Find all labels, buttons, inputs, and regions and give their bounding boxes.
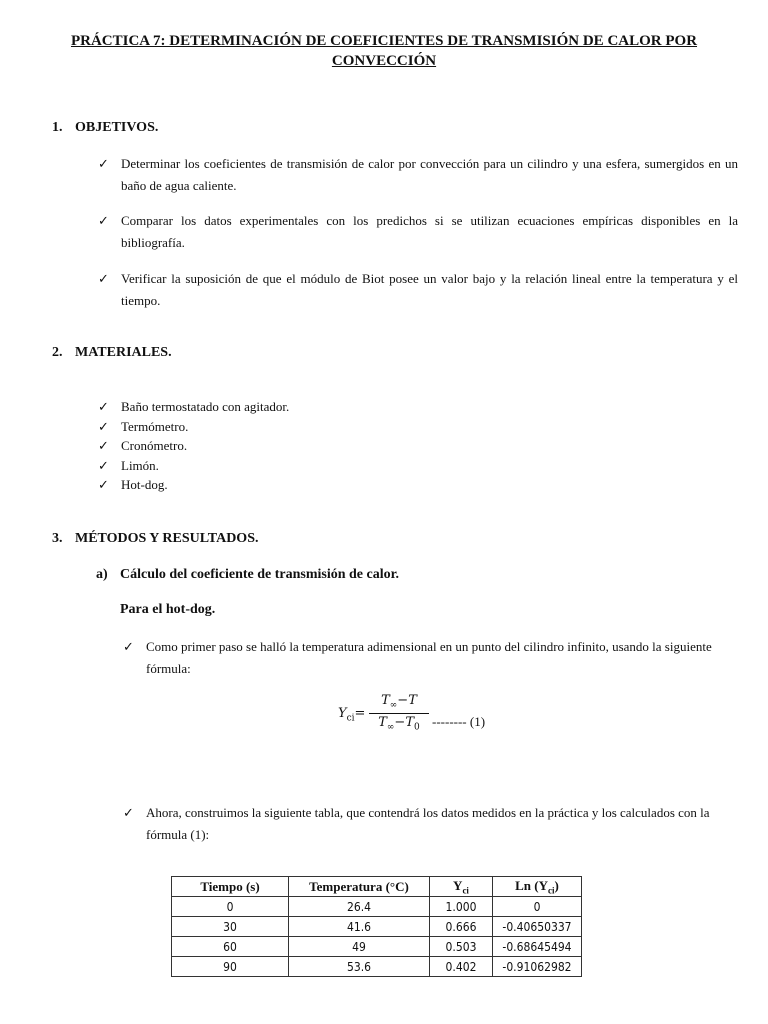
- check-icon: ✓: [98, 213, 109, 228]
- cell-ln-yci: 0: [493, 897, 582, 917]
- cell-yci: 0.402: [430, 957, 493, 977]
- check-icon: ✓: [123, 639, 134, 654]
- check-icon: ✓: [98, 477, 109, 492]
- formula-numerator: $T_\infty-T$: [369, 693, 429, 714]
- formula-fraction: [369, 693, 429, 732]
- title-line-2: CONVECCIÓN: [331, 53, 437, 69]
- hotdog-heading: Para el hot-dog.: [120, 602, 216, 617]
- subsection-heading: [96, 567, 399, 583]
- subsection-title: Cálculo del coeficiente de transmisión de calor.: [120, 567, 400, 582]
- section-title: MATERIALES.: [75, 345, 172, 360]
- check-icon: ✓: [98, 399, 109, 414]
- step-text: Ahora, construimos la siguiente tabla, que contendrá los datos medidos en la práctica y los calculados con la fórmula (1):: [146, 805, 710, 842]
- equation-number: -------- (1): [432, 714, 486, 729]
- list-item: [98, 475, 289, 495]
- section-objetivos-heading: [52, 120, 158, 136]
- cell-yci: 0.666: [430, 917, 493, 937]
- list-item: [98, 417, 289, 437]
- table-row: [172, 937, 582, 957]
- cell-ln-yci: -0.40650337: [493, 917, 582, 937]
- objective-text: Comparar los datos experimentales con los predichos si se utilizan ecuaciones empíricas disponibles en la bibliografía.: [121, 213, 738, 250]
- method-step-2: [123, 802, 743, 846]
- list-item: [98, 436, 289, 456]
- header-tiempo: Tiempo (s): [172, 877, 289, 897]
- objective-text: Verificar la suposición de que el módulo de Biot posee un valor bajo y la relación lineal entre la temperatura y el tiempo.: [121, 271, 738, 308]
- cell-yci: 0.503: [430, 937, 493, 957]
- cell-tiempo: 30: [172, 917, 289, 937]
- method-step-1: [123, 636, 743, 680]
- section-number: 1.: [52, 120, 63, 135]
- formula-denominator: $T_\infty-T_0$: [378, 714, 420, 733]
- list-item: [98, 456, 289, 476]
- materials-list: [98, 397, 289, 495]
- objective-text: Determinar los coeficientes de transmisión de calor por convección para un cilindro y una esfera, sumergidos en un baño de agua caliente.: [121, 156, 738, 193]
- table-row: [172, 957, 582, 977]
- section-title: OBJETIVOS.: [75, 120, 159, 135]
- check-icon: ✓: [123, 805, 134, 820]
- formula-lhs: $Y_{ci}=$: [338, 706, 366, 724]
- objective-item-3: [98, 268, 738, 312]
- title-line-1: PRÁCTICA 7: DETERMINACIÓN DE COEFICIENTES DE TRANSMISIÓN DE CALOR POR: [70, 33, 698, 49]
- check-icon: ✓: [98, 438, 109, 453]
- cell-tiempo: 60: [172, 937, 289, 957]
- data-table: [171, 876, 582, 977]
- section-metodos-heading: [52, 531, 258, 547]
- objective-item-2: [98, 210, 738, 254]
- cell-yci: 1.000: [430, 897, 493, 917]
- table-header-row: [172, 877, 582, 897]
- check-icon: ✓: [98, 418, 109, 434]
- material-text: Cronómetro.: [121, 438, 188, 453]
- list-item: [98, 397, 289, 417]
- document-title: [40, 31, 728, 71]
- header-ln-yci: Ln $(Y_{ci})$: [493, 877, 582, 897]
- cell-temperatura: 53.6: [289, 957, 430, 977]
- check-icon: ✓: [98, 457, 109, 473]
- table-row: [172, 897, 582, 917]
- header-yci: $Y_{ci}$: [430, 877, 493, 897]
- section-title: MÉTODOS Y RESULTADOS.: [75, 531, 259, 546]
- cell-ln-yci: -0.91062982: [493, 957, 582, 977]
- cell-temperatura: 26.4: [289, 897, 430, 917]
- material-text: Baño termostatado con agitador.: [121, 399, 290, 414]
- section-number: 3.: [52, 531, 63, 546]
- cell-temperatura: 41.6: [289, 917, 430, 937]
- material-text: Limón.: [121, 457, 159, 473]
- step-text: Como primer paso se halló la temperatura adimensional en un punto del cilindro infinito, usando la siguiente fórmula:: [146, 639, 712, 676]
- material-text: Termómetro.: [121, 418, 189, 434]
- objective-item-1: [98, 153, 738, 197]
- cell-ln-yci: -0.68645494: [493, 937, 582, 957]
- section-number: 2.: [52, 345, 63, 360]
- cell-tiempo: 90: [172, 957, 289, 977]
- table-row: [172, 917, 582, 937]
- check-icon: ✓: [98, 271, 109, 286]
- material-text: Hot-dog.: [121, 477, 168, 492]
- cell-temperatura: 49: [289, 937, 430, 957]
- cell-tiempo: 0: [172, 897, 289, 917]
- section-materiales-heading: [52, 345, 172, 361]
- subsection-label: a): [96, 567, 108, 582]
- header-temperatura: Temperatura (°C): [289, 877, 430, 897]
- check-icon: ✓: [98, 156, 109, 171]
